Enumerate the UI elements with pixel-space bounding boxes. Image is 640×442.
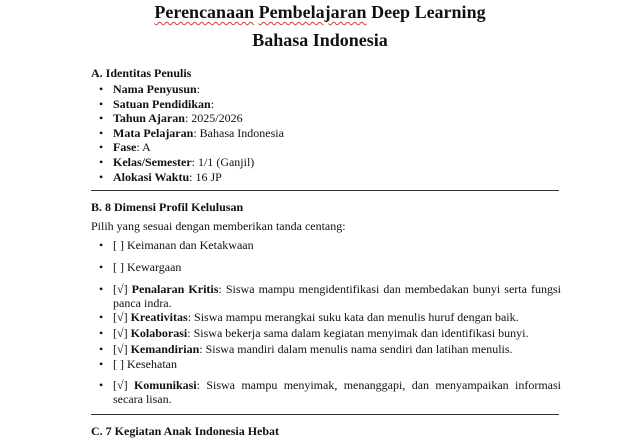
bullet-icon: • xyxy=(99,357,104,371)
list-item xyxy=(91,282,561,310)
author-identity-list xyxy=(91,82,551,184)
section-divider xyxy=(91,190,559,191)
list-item xyxy=(91,155,551,170)
item-description: Siswa mampu menyimak, menanggapi, dan menyampaikan informasi secara lisan. xyxy=(113,378,562,406)
bullet-icon: • xyxy=(99,238,104,252)
field-separator: : xyxy=(196,82,201,96)
item-description: Siswa mandiri dalam menulis nama sendiri dan latihan menulis. xyxy=(202,342,513,356)
section-b-instruction: Pilih yang sesuai dengan memberikan tanda centang: xyxy=(91,219,346,233)
title-word-3: Deep Learning xyxy=(371,2,486,22)
item-description: Kesehatan xyxy=(127,357,177,371)
checkbox-mark: [√] xyxy=(113,378,128,392)
field-label: Fase xyxy=(113,140,137,155)
list-item xyxy=(91,170,551,185)
field-label: Mata Pelajaran xyxy=(113,125,194,140)
field-value: Bahasa Indonesia xyxy=(196,125,284,140)
bullet-icon: • xyxy=(99,82,104,96)
bullet-icon: • xyxy=(99,326,104,340)
item-separator: : xyxy=(187,310,192,324)
list-item xyxy=(91,126,551,141)
bullet-icon: • xyxy=(99,378,104,392)
list-item xyxy=(91,97,551,112)
bullet-icon: • xyxy=(99,342,104,356)
checkbox-mark: [ ] xyxy=(113,260,124,274)
field-value: A xyxy=(139,140,151,155)
bullet-icon: • xyxy=(99,125,104,140)
checkbox-mark: [ ] xyxy=(113,357,124,371)
section-c-heading: C. 7 Kegiatan Anak Indonesia Hebat xyxy=(91,424,280,438)
checkbox-mark: [√] xyxy=(113,310,128,324)
bullet-icon: • xyxy=(99,282,104,296)
checkbox-mark: [√] xyxy=(113,342,128,356)
item-label: Komunikasi xyxy=(133,378,197,392)
checkbox-mark: [ ] xyxy=(113,238,124,252)
item-description: Siswa mampu mengidentifikasi dan membedakan bunyi serta fungsi panca indra. xyxy=(113,282,562,310)
list-item xyxy=(91,310,561,324)
item-label: Penalaran Kritis xyxy=(131,282,219,296)
field-value: 16 JP xyxy=(192,169,222,184)
list-item xyxy=(91,238,561,252)
checkbox-mark: [√] xyxy=(113,282,128,296)
item-description: Siswa mampu merangkai suku kata dan menulis huruf dengan baik. xyxy=(191,310,519,324)
section-divider xyxy=(91,414,559,415)
bullet-icon: • xyxy=(99,96,104,111)
title-word-1: Perencanaan xyxy=(154,2,255,22)
list-item xyxy=(91,260,561,274)
list-item xyxy=(91,378,561,406)
item-separator: : xyxy=(199,342,203,356)
field-label: Satuan Pendidikan xyxy=(113,96,211,111)
item-label: Kolaborasi xyxy=(130,326,188,340)
field-value: 1/1 (Ganjil) xyxy=(194,154,255,169)
item-separator: : xyxy=(196,378,200,392)
field-separator: : xyxy=(193,125,197,140)
field-label: Alokasi Waktu xyxy=(113,169,190,184)
field-separator: : xyxy=(136,140,140,155)
list-item xyxy=(91,111,551,126)
field-label: Kelas/Semester xyxy=(113,154,192,169)
item-label: Kemandirian xyxy=(130,342,200,356)
field-separator: : xyxy=(191,154,195,169)
list-item xyxy=(91,326,561,340)
item-description: Kewargaan xyxy=(127,260,182,274)
item-separator: : xyxy=(187,326,191,340)
field-label: Nama Penyusun xyxy=(113,82,197,96)
section-b-heading: B. 8 Dimensi Profil Kelulusan xyxy=(91,200,244,214)
field-label: Tahun Ajaran xyxy=(113,111,185,126)
field-separator: : xyxy=(189,169,193,184)
item-description: Siswa bekerja sama dalam kegiatan menyimak dan identifikasi bunyi. xyxy=(190,326,529,340)
bullet-icon: • xyxy=(99,140,104,155)
list-item xyxy=(91,82,551,97)
item-separator: : xyxy=(218,282,222,296)
bullet-icon: • xyxy=(99,260,104,274)
field-separator: : xyxy=(184,111,189,126)
item-description: Keimanan dan Ketakwaan xyxy=(127,238,254,252)
document-title xyxy=(0,2,640,23)
item-label: Kreativitas xyxy=(130,310,188,324)
list-item xyxy=(91,342,561,356)
list-item xyxy=(91,357,561,371)
checkbox-mark: [√] xyxy=(113,326,128,340)
bullet-icon: • xyxy=(99,169,104,184)
bullet-icon: • xyxy=(99,154,104,169)
bullet-icon: • xyxy=(99,111,104,126)
field-separator: : xyxy=(210,96,215,111)
list-item xyxy=(91,140,551,155)
field-value: 2025/2026 xyxy=(188,111,243,126)
document-subtitle: Bahasa Indonesia xyxy=(252,30,388,50)
title-word-2: Pembelajaran xyxy=(258,2,367,22)
section-a-heading: A. Identitas Penulis xyxy=(91,66,192,80)
bullet-icon: • xyxy=(99,310,104,324)
